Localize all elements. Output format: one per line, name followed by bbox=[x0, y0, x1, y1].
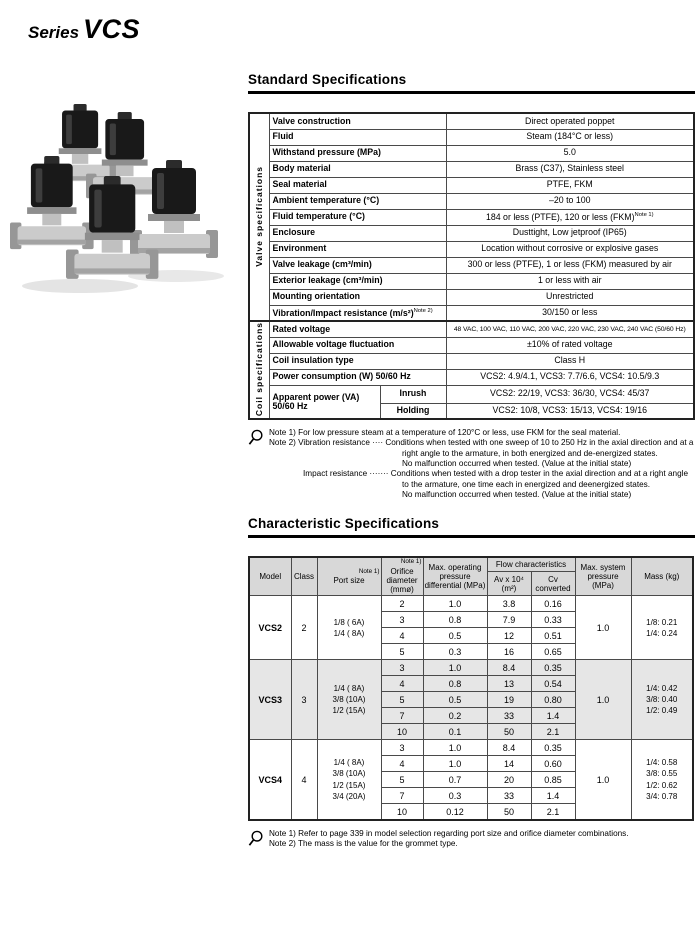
max-system-pressure-cell: 1.0 bbox=[575, 596, 631, 660]
port-size-line: 1/2 (15A) bbox=[332, 780, 366, 790]
standard-notes-list bbox=[269, 428, 695, 500]
cv-cell: 0.65 bbox=[531, 644, 575, 660]
orifice-cell: 7 bbox=[381, 708, 423, 724]
av-cell: 50 bbox=[487, 804, 531, 820]
av-cell: 8.4 bbox=[487, 660, 531, 676]
series-code: VCS bbox=[83, 14, 141, 44]
max-op-pressure-cell: 0.3 bbox=[423, 788, 487, 804]
mass-line: 1/8: 0.21 bbox=[646, 617, 678, 627]
port-size-cell bbox=[317, 740, 381, 820]
spec-label bbox=[269, 241, 446, 257]
col-header-mass: Mass (kg) bbox=[631, 557, 693, 595]
characteristic-notes bbox=[248, 829, 695, 852]
spec-value-text: Dusttight, Low jetproof (IP65) bbox=[512, 227, 627, 238]
av-cell: 7.9 bbox=[487, 612, 531, 628]
series-word: Series bbox=[28, 23, 80, 42]
spec-value-text: 30/150 or less bbox=[542, 307, 598, 318]
max-op-pressure-cell: 1.0 bbox=[423, 660, 487, 676]
av-cell: 3.8 bbox=[487, 596, 531, 612]
spec-label bbox=[269, 225, 446, 241]
spec-value-text: Unrestricted bbox=[546, 291, 594, 302]
cv-cell: 0.60 bbox=[531, 756, 575, 772]
orifice-cell: 5 bbox=[381, 692, 423, 708]
col-header-flow-characteristics: Flow characteristics bbox=[487, 557, 575, 571]
max-op-pressure-cell: 0.5 bbox=[423, 628, 487, 644]
standard-notes bbox=[248, 428, 695, 500]
spec-label bbox=[269, 113, 446, 129]
note-line: Note 1) Refer to page 339 in model selection regarding port size and orifice diameter combinations. bbox=[269, 828, 629, 838]
port-size-cell bbox=[317, 596, 381, 660]
orifice-cell: 4 bbox=[381, 676, 423, 692]
model-cell: VCS2 bbox=[249, 596, 291, 660]
max-op-pressure-cell: 1.0 bbox=[423, 756, 487, 772]
apparent-power-sub-label: Inrush bbox=[380, 385, 446, 403]
mass-line: 1/4: 0.42 bbox=[646, 683, 678, 693]
spec-row bbox=[249, 113, 694, 129]
spec-label-text: Valve construction bbox=[272, 115, 351, 126]
spec-value-text: Brass (C37), Stainless steel bbox=[515, 163, 625, 174]
coil-specs-group-label: Coil specifications bbox=[254, 322, 265, 417]
spec-row bbox=[249, 385, 694, 403]
orifice-cell: 3 bbox=[381, 660, 423, 676]
cv-cell: 0.54 bbox=[531, 676, 575, 692]
note-ref: Note 2) bbox=[413, 307, 433, 314]
orifice-cell: 10 bbox=[381, 724, 423, 740]
orifice-cell: 3 bbox=[381, 740, 423, 756]
mass-line: 1/2: 0.62 bbox=[646, 780, 678, 790]
characteristic-specifications-section bbox=[248, 516, 695, 851]
spec-value bbox=[446, 225, 694, 241]
cv-cell: 0.33 bbox=[531, 612, 575, 628]
content-column bbox=[248, 72, 695, 852]
spec-row bbox=[249, 321, 694, 337]
spec-value bbox=[446, 177, 694, 193]
valve-specs-group-cell bbox=[249, 113, 269, 321]
av-cell: 20 bbox=[487, 772, 531, 788]
av-cell: 33 bbox=[487, 788, 531, 804]
model-cell: VCS4 bbox=[249, 740, 291, 820]
spec-value-text: Location without corrosive or explosive gases bbox=[481, 243, 659, 254]
max-op-pressure-cell: 1.0 bbox=[423, 740, 487, 756]
spec-label-text: Seal material bbox=[272, 179, 327, 190]
port-size-line: 1/8 ( 6A) bbox=[333, 617, 365, 627]
spec-label-text: Enclosure bbox=[272, 227, 316, 238]
note-line: Note 1) For low pressure steam at a temperature of 120°C or less, use FKM for the seal material. bbox=[269, 428, 621, 438]
spec-row bbox=[249, 241, 694, 257]
spec-row bbox=[249, 193, 694, 209]
cv-cell: 1.4 bbox=[531, 788, 575, 804]
spec-row bbox=[249, 161, 694, 177]
col-header-class: Class bbox=[291, 557, 317, 595]
port-size-line: 3/8 (10A) bbox=[332, 695, 366, 705]
spec-row bbox=[249, 337, 694, 353]
char-row bbox=[249, 740, 693, 756]
port-size-line: 3/8 (10A) bbox=[332, 769, 366, 779]
apparent-power-label: Apparent power (VA) 50/60 Hz bbox=[269, 385, 380, 419]
note-line: No malfunction occurred when tested. (Value at the initial state) bbox=[402, 459, 632, 469]
spec-row bbox=[249, 129, 694, 145]
mass-line: 3/8: 0.40 bbox=[646, 695, 678, 705]
standard-specs-table bbox=[248, 112, 695, 420]
cv-cell: 0.35 bbox=[531, 660, 575, 676]
spec-value bbox=[446, 161, 694, 177]
spec-value-text: 1 or less with air bbox=[537, 275, 602, 286]
port-size-line: 1/2 (15A) bbox=[332, 706, 366, 716]
characteristic-specs-table bbox=[248, 556, 694, 820]
port-size-line: 1/4 ( 8A) bbox=[333, 758, 365, 768]
spec-value bbox=[446, 273, 694, 289]
spec-label-text: Mounting orientation bbox=[272, 291, 360, 302]
max-op-pressure-cell: 1.0 bbox=[423, 596, 487, 612]
mass-line: 1/2: 0.49 bbox=[646, 706, 678, 716]
av-cell: 12 bbox=[487, 628, 531, 644]
max-op-pressure-cell: 0.8 bbox=[423, 612, 487, 628]
class-cell: 2 bbox=[291, 596, 317, 660]
spec-row bbox=[249, 225, 694, 241]
col-header-max-system-pressure: Max. system pressure (MPa) bbox=[575, 557, 631, 595]
standard-specs-heading: Standard Specifications bbox=[248, 72, 695, 94]
port-size-line: 3/4 (20A) bbox=[332, 791, 366, 801]
orifice-cell: 3 bbox=[381, 612, 423, 628]
spec-label: Allowable voltage fluctuation bbox=[269, 337, 446, 353]
max-op-pressure-cell: 0.3 bbox=[423, 644, 487, 660]
spec-label-text: Fluid bbox=[272, 131, 294, 142]
spec-row bbox=[249, 273, 694, 289]
mass-cell bbox=[631, 596, 693, 660]
spec-label bbox=[269, 177, 446, 193]
spec-label bbox=[269, 161, 446, 177]
spec-label-text: Valve leakage (cm³/min) bbox=[272, 259, 372, 270]
max-op-pressure-cell: 0.2 bbox=[423, 708, 487, 724]
cv-cell: 0.51 bbox=[531, 628, 575, 644]
mass-cell bbox=[631, 660, 693, 740]
characteristic-specs-heading: Characteristic Specifications bbox=[248, 516, 695, 538]
av-cell: 19 bbox=[487, 692, 531, 708]
cv-cell: 0.35 bbox=[531, 740, 575, 756]
col-header-orifice-label: Orifice diameter (mmø) bbox=[386, 566, 418, 595]
spec-row bbox=[249, 257, 694, 273]
apparent-power-sub-label: Holding bbox=[380, 403, 446, 419]
max-system-pressure-cell: 1.0 bbox=[575, 740, 631, 820]
port-size-line: 1/4 ( 8A) bbox=[333, 683, 365, 693]
spec-value-text: Steam (184°C or less) bbox=[526, 131, 614, 142]
spec-value bbox=[446, 193, 694, 209]
max-op-pressure-cell: 0.5 bbox=[423, 692, 487, 708]
spec-label-text: Fluid temperature (°C) bbox=[272, 211, 365, 222]
port-size-cell bbox=[317, 660, 381, 740]
av-cell: 8.4 bbox=[487, 740, 531, 756]
col-header-av: Av x 10⁴ (m²) bbox=[487, 572, 531, 596]
cv-cell: 0.85 bbox=[531, 772, 575, 788]
spec-label bbox=[269, 257, 446, 273]
model-cell: VCS3 bbox=[249, 660, 291, 740]
port-size-line: 1/4 ( 8A) bbox=[333, 628, 365, 638]
note-ref: Note 1) bbox=[358, 567, 380, 575]
spec-value-text: –20 to 100 bbox=[548, 195, 591, 206]
cv-cell: 1.4 bbox=[531, 708, 575, 724]
spec-value bbox=[446, 305, 694, 321]
spec-value: VCS2: 22/19, VCS3: 36/30, VCS4: 45/37 bbox=[446, 385, 694, 403]
magnifier-icon bbox=[248, 428, 264, 500]
spec-value bbox=[446, 113, 694, 129]
spec-row bbox=[249, 177, 694, 193]
cv-cell: 2.1 bbox=[531, 804, 575, 820]
note-line: Note 2) Vibration resistance ···· Conditions when tested with one sweep of 10 to 250 Hz in the axial direction and at a right angle to the armature, in both energized and de-energized states. bbox=[269, 438, 694, 458]
coil-specs-group-cell bbox=[249, 321, 269, 419]
spec-value: 48 VAC, 100 VAC, 110 VAC, 200 VAC, 220 VAC, 230 VAC, 240 VAC (50/60 Hz) bbox=[446, 321, 694, 337]
spec-label bbox=[269, 193, 446, 209]
av-cell: 50 bbox=[487, 724, 531, 740]
col-header-orifice bbox=[381, 557, 423, 595]
spec-value-text: 184 or less (PTFE), 120 or less (FKM) bbox=[485, 211, 635, 222]
max-op-pressure-cell: 0.1 bbox=[423, 724, 487, 740]
max-system-pressure-cell: 1.0 bbox=[575, 660, 631, 740]
char-row bbox=[249, 596, 693, 612]
spec-value bbox=[446, 129, 694, 145]
spec-row bbox=[249, 369, 694, 385]
spec-value: ±10% of rated voltage bbox=[446, 337, 694, 353]
spec-label-text: Environment bbox=[272, 243, 327, 254]
spec-value-text: Direct operated poppet bbox=[525, 115, 615, 126]
spec-value-text: 5.0 bbox=[563, 147, 576, 158]
characteristic-notes-list bbox=[269, 829, 695, 852]
note-ref: Note 1) bbox=[634, 211, 654, 218]
spec-label: Power consumption (W) 50/60 Hz bbox=[269, 369, 446, 385]
mass-line: 3/4: 0.78 bbox=[646, 791, 678, 801]
note-line: Note 2) The mass is the value for the grommet type. bbox=[269, 839, 458, 849]
mass-line: 3/8: 0.55 bbox=[646, 769, 678, 779]
spec-label bbox=[269, 145, 446, 161]
spec-label bbox=[269, 209, 446, 225]
note-ref: Note 1) bbox=[400, 558, 422, 566]
series-title bbox=[28, 14, 140, 45]
cv-cell: 0.80 bbox=[531, 692, 575, 708]
orifice-cell: 2 bbox=[381, 596, 423, 612]
col-header-port-size bbox=[317, 557, 381, 595]
spec-value-text: PTFE, FKM bbox=[546, 179, 593, 190]
class-cell: 4 bbox=[291, 740, 317, 820]
orifice-cell: 5 bbox=[381, 772, 423, 788]
note-line: Impact resistance ······· Conditions when tested with a drop tester in the axial direction and at a right angle to the armature, one time each in energized and deenergized states. bbox=[303, 469, 689, 489]
mass-line: 1/4: 0.24 bbox=[646, 628, 678, 638]
spec-row bbox=[249, 145, 694, 161]
cv-cell: 0.16 bbox=[531, 596, 575, 612]
max-op-pressure-cell: 0.7 bbox=[423, 772, 487, 788]
standard-specifications-section bbox=[248, 72, 695, 500]
char-row bbox=[249, 660, 693, 676]
spec-row bbox=[249, 289, 694, 305]
spec-value bbox=[446, 145, 694, 161]
av-cell: 13 bbox=[487, 676, 531, 692]
magnifier-icon bbox=[248, 829, 264, 852]
orifice-cell: 7 bbox=[381, 788, 423, 804]
spec-label bbox=[269, 273, 446, 289]
spec-row bbox=[249, 209, 694, 225]
spec-value: Class H bbox=[446, 353, 694, 369]
spec-label-text: Withstand pressure (MPa) bbox=[272, 147, 381, 158]
av-cell: 14 bbox=[487, 756, 531, 772]
spec-row bbox=[249, 305, 694, 321]
spec-label-text: Body material bbox=[272, 163, 331, 174]
col-header-model: Model bbox=[249, 557, 291, 595]
mass-line: 1/4: 0.58 bbox=[646, 758, 678, 768]
spec-row bbox=[249, 353, 694, 369]
valve-specs-group-label: Valve specifications bbox=[254, 165, 265, 267]
orifice-cell: 4 bbox=[381, 628, 423, 644]
spec-value: VCS2: 10/8, VCS3: 15/13, VCS4: 19/16 bbox=[446, 403, 694, 419]
orifice-cell: 5 bbox=[381, 644, 423, 660]
spec-value bbox=[446, 209, 694, 225]
col-header-max-op-pressure: Max. operating pressure differential (MPa) bbox=[423, 557, 487, 595]
class-cell: 3 bbox=[291, 660, 317, 740]
col-header-port-size-label: Port size bbox=[333, 575, 365, 585]
av-cell: 16 bbox=[487, 644, 531, 660]
note-line: No malfunction occurred when tested. (Value at the initial state) bbox=[402, 490, 632, 500]
spec-value: VCS2: 4.9/4.1, VCS3: 7.7/6.6, VCS4: 10.5/9.3 bbox=[446, 369, 694, 385]
spec-label bbox=[269, 129, 446, 145]
mass-cell bbox=[631, 740, 693, 820]
spec-label-text: Exterior leakage (cm³/min) bbox=[272, 275, 383, 286]
orifice-cell: 10 bbox=[381, 804, 423, 820]
orifice-cell: 4 bbox=[381, 756, 423, 772]
spec-label-text: Ambient temperature (°C) bbox=[272, 195, 380, 206]
spec-value bbox=[446, 241, 694, 257]
max-op-pressure-cell: 0.8 bbox=[423, 676, 487, 692]
solenoid-valves-illustration bbox=[8, 102, 243, 300]
cv-cell: 2.1 bbox=[531, 724, 575, 740]
spec-label-text: Vibration/Impact resistance (m/s²) bbox=[272, 307, 414, 318]
spec-label bbox=[269, 305, 446, 321]
spec-label: Rated voltage bbox=[269, 321, 446, 337]
col-header-cv: Cv converted bbox=[531, 572, 575, 596]
product-photo bbox=[8, 102, 243, 300]
av-cell: 33 bbox=[487, 708, 531, 724]
spec-label bbox=[269, 289, 446, 305]
spec-label: Coil insulation type bbox=[269, 353, 446, 369]
spec-value-text: 300 or less (PTFE), 1 or less (FKM) measured by air bbox=[467, 259, 672, 270]
max-op-pressure-cell: 0.12 bbox=[423, 804, 487, 820]
spec-value bbox=[446, 257, 694, 273]
spec-value bbox=[446, 289, 694, 305]
